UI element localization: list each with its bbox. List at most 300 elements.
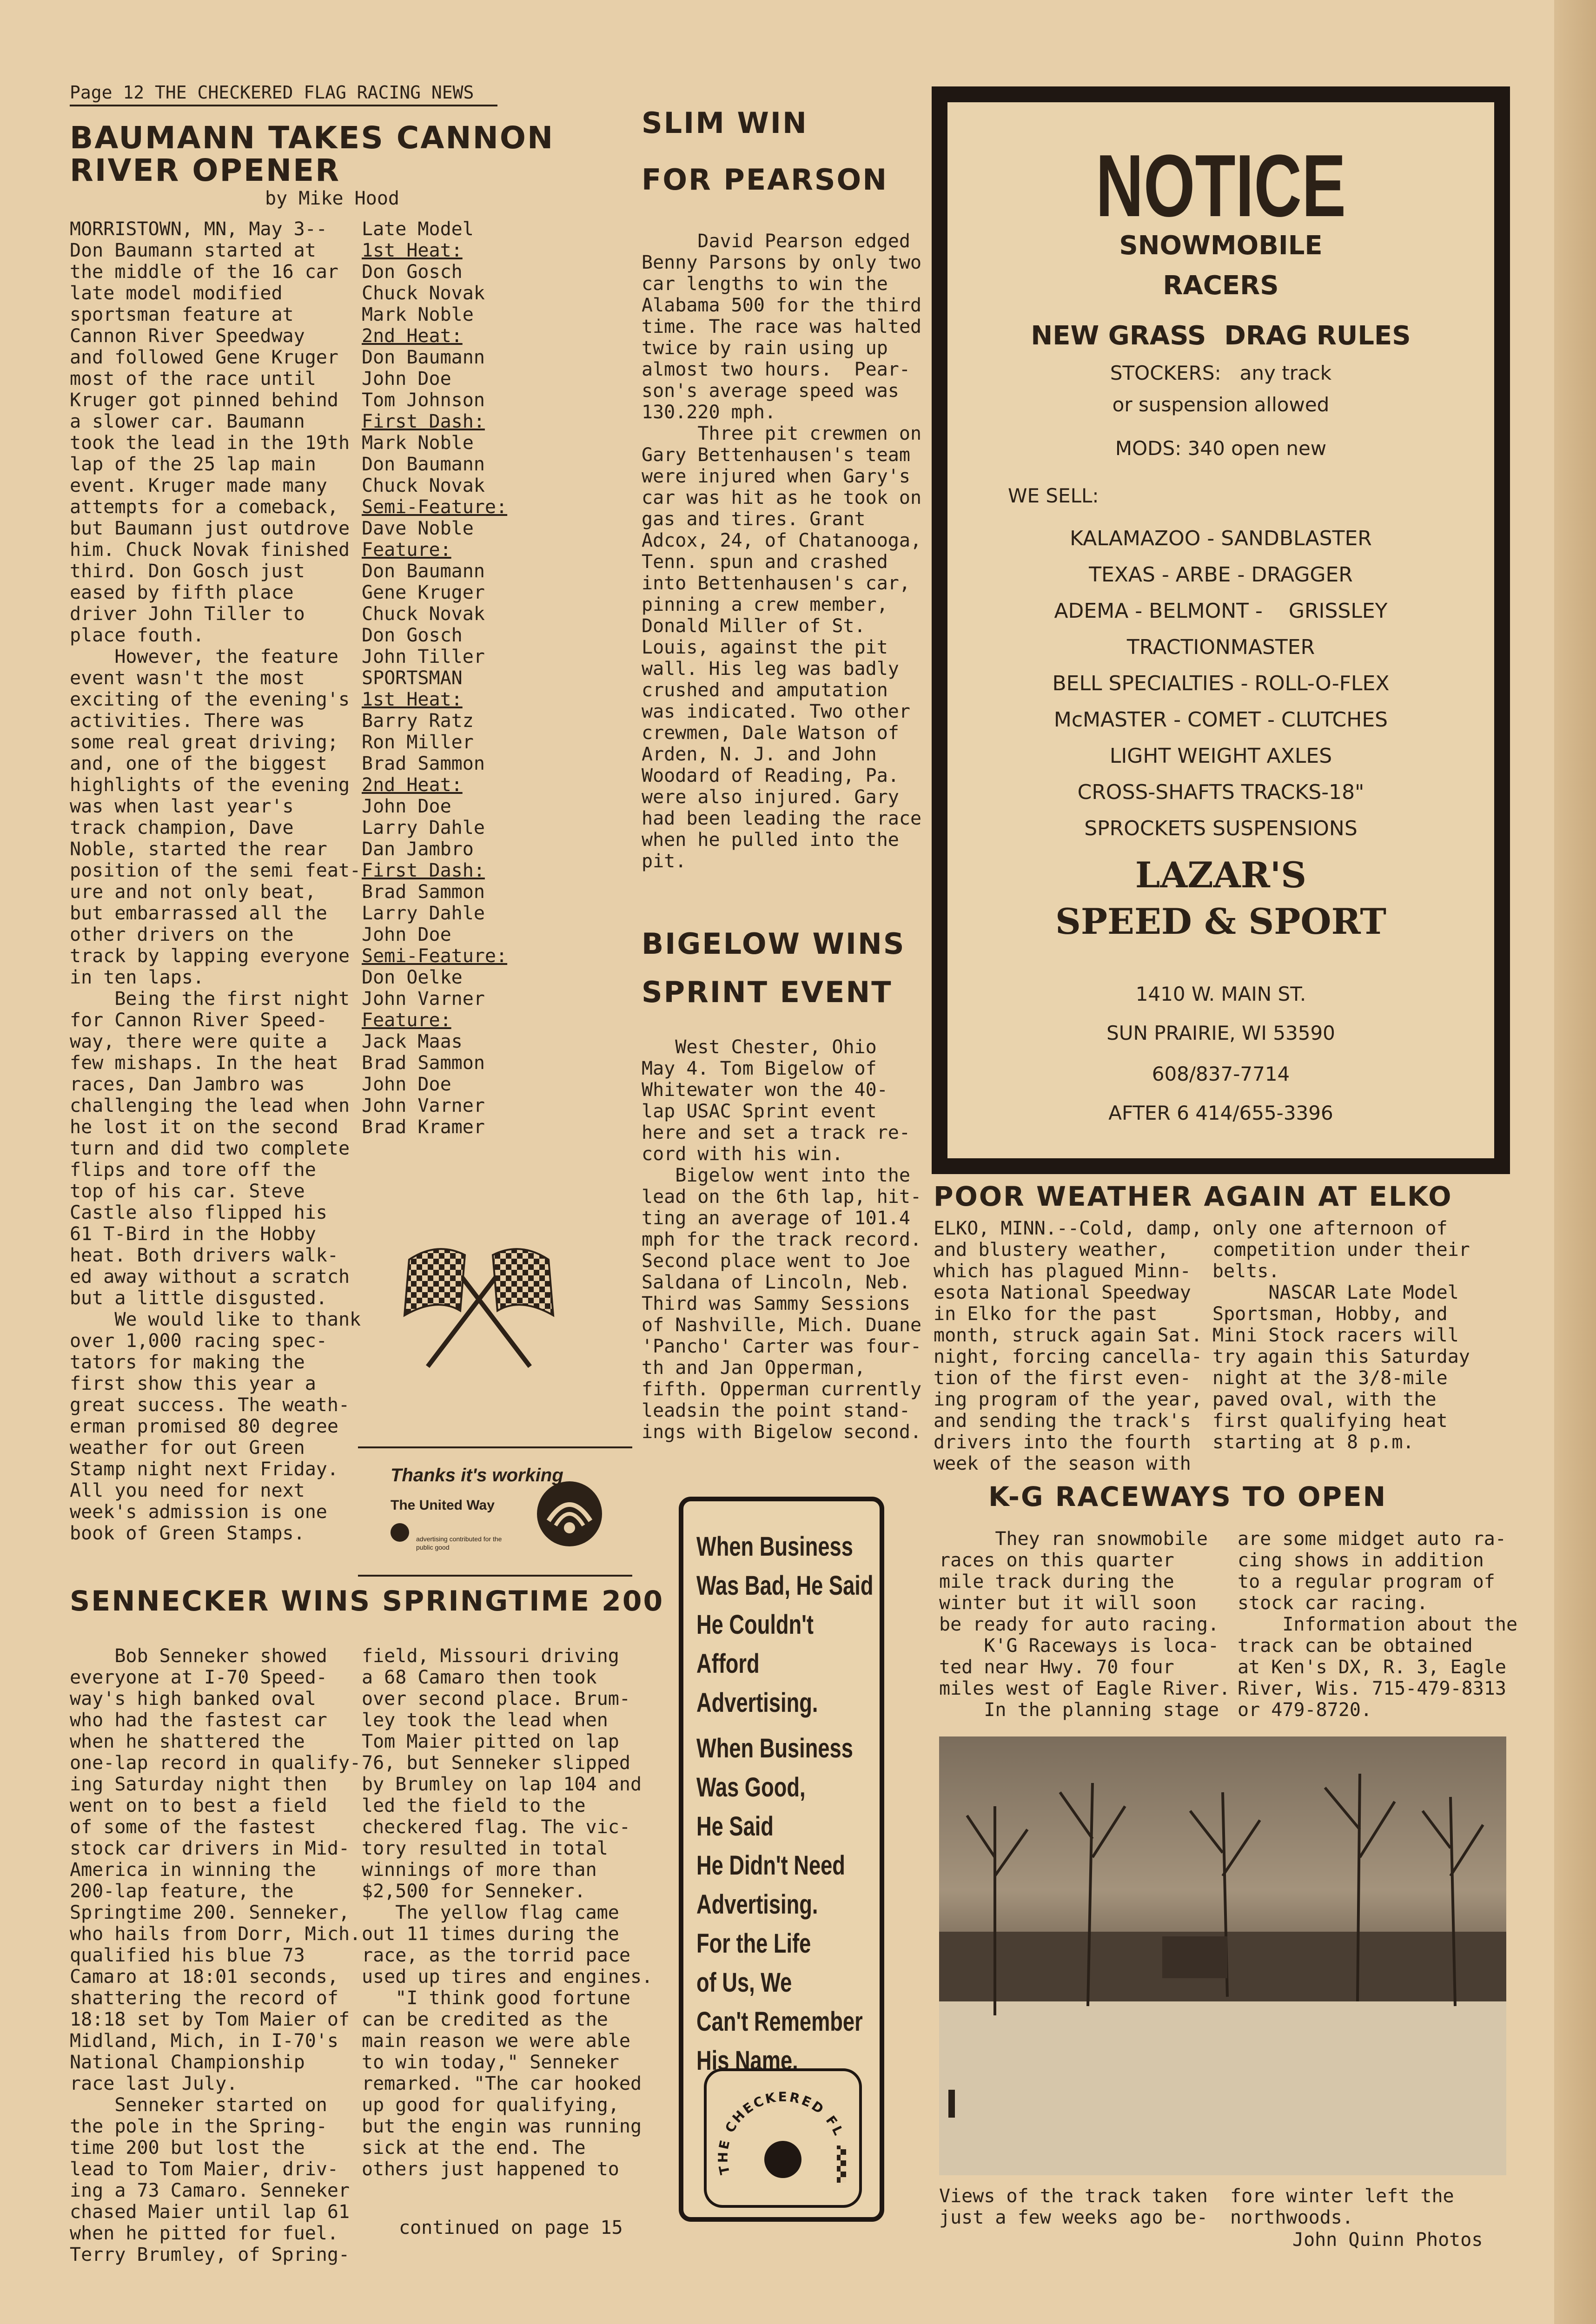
notice-item: BELL SPECIALTIES - ROLL-O-FLEX bbox=[1052, 672, 1390, 695]
senneker-line: led the field to the bbox=[362, 1795, 586, 1816]
result-line: Dave Noble bbox=[362, 518, 474, 539]
result-line: First Dash: bbox=[362, 411, 485, 432]
baumann-body-line: Cannon River Speedway bbox=[70, 325, 305, 347]
baumann-body-line: top of his car. Steve bbox=[70, 1181, 305, 1202]
kg-line: at Ken's DX, R. 3, Eagle bbox=[1238, 1657, 1506, 1678]
baumann-body-line: for Cannon River Speed- bbox=[70, 1010, 327, 1031]
result-line: Semi-Feature: bbox=[362, 945, 508, 967]
ad-paragraph-1 bbox=[696, 1527, 923, 1723]
pearson-body-line: Three pit crewmen on bbox=[642, 423, 922, 444]
bigelow-body-line: leadsin the point stand- bbox=[642, 1400, 910, 1421]
senneker-line: Bob Senneker showed bbox=[70, 1645, 327, 1667]
baumann-headline bbox=[70, 122, 554, 187]
caption-line: fore winter left the bbox=[1230, 2185, 1454, 2207]
baumann-body-line: attempts for a comeback, bbox=[70, 496, 338, 518]
senneker-line: a 68 Camaro then took bbox=[362, 1667, 597, 1688]
senneker-line: up good for qualifying, bbox=[362, 2094, 619, 2116]
result-line: Chuck Novak bbox=[362, 603, 485, 625]
baumann-body-line: event. Kruger made many bbox=[70, 475, 327, 496]
baumann-body-line: activities. There was bbox=[70, 710, 305, 732]
elko-line: belts. bbox=[1212, 1261, 1280, 1282]
elko-line: Sportsman, Hobby, and bbox=[1212, 1303, 1448, 1325]
result-line: Don Baumann bbox=[362, 454, 485, 475]
result-line: Brad Sammon bbox=[362, 881, 485, 903]
notice-address: 1410 W. MAIN ST. bbox=[1135, 983, 1306, 1005]
baumann-body-line: flips and tore off the bbox=[70, 1159, 316, 1181]
bigelow-body-line: 'Pancho' Carter was four- bbox=[642, 1336, 922, 1357]
senneker-line: Midland, Mich, in I-70's bbox=[70, 2030, 338, 2052]
baumann-body-line: track champion, Dave bbox=[70, 817, 294, 838]
ad-line: He Said bbox=[696, 1811, 774, 1842]
notice-title: NOTICE bbox=[1095, 137, 1346, 235]
result-line: 2nd Heat: bbox=[362, 325, 463, 347]
pearson-body-line: crewmen, Dale Watson of bbox=[642, 722, 899, 744]
pearson-body-line: almost two hours. Pear- bbox=[642, 359, 910, 380]
senneker-line: ing Saturday night then bbox=[70, 1774, 327, 1795]
notice-after-hours: AFTER 6 414/655-3396 bbox=[1108, 1102, 1333, 1124]
kg-line: are some midget auto ra- bbox=[1238, 1528, 1506, 1550]
ad-line: Can't Remember bbox=[696, 2007, 863, 2037]
baumann-body-line: some real great driving; bbox=[70, 732, 338, 753]
senneker-line: qualified his blue 73 bbox=[70, 1945, 305, 1966]
baumann-body-line: Stamp night next Friday. bbox=[70, 1459, 338, 1480]
senneker-line: Camaro at 18:01 seconds, bbox=[70, 1966, 338, 1987]
baumann-body-line: heat. Both drivers walk- bbox=[70, 1245, 338, 1266]
kg-line: K'G Raceways is loca- bbox=[939, 1635, 1219, 1657]
result-line: John Doe bbox=[362, 796, 451, 817]
senneker-line: race last July. bbox=[70, 2073, 238, 2094]
baumann-body-line: eased by fifth place bbox=[70, 582, 294, 603]
senneker-line: The yellow flag came bbox=[362, 1902, 619, 1923]
pearson-body-line: pinning a crew member, bbox=[642, 594, 888, 615]
senneker-line: "I think good fortune bbox=[362, 1987, 630, 2009]
bigelow-body-line: Third was Sammy Sessions bbox=[642, 1293, 910, 1314]
baumann-body-line: weather for out Green bbox=[70, 1437, 305, 1459]
united-way-slogan: Thanks it's working bbox=[391, 1465, 563, 1486]
caption-line: northwoods. bbox=[1230, 2207, 1353, 2228]
result-line: 2nd Heat: bbox=[362, 774, 463, 796]
senneker-line: one-lap record in qualify- bbox=[70, 1752, 361, 1774]
result-line: Don Gosch bbox=[362, 625, 463, 646]
kg-line: races on this quarter bbox=[939, 1550, 1174, 1571]
pearson-body bbox=[642, 231, 921, 872]
result-line: Mark Noble bbox=[362, 304, 474, 325]
bigelow-body-line: lead on the 6th lap, hit- bbox=[642, 1186, 922, 1208]
senneker-line: race, as the torrid pace bbox=[362, 1945, 630, 1966]
advertising-ad bbox=[679, 1497, 884, 2222]
baumann-body bbox=[70, 218, 361, 1544]
pearson-body-line: pit. bbox=[642, 851, 687, 872]
pearson-body-line: Arden, N. J. and John bbox=[642, 744, 877, 765]
caption-line: just a few weeks ago be- bbox=[939, 2207, 1208, 2228]
kg-line: or 479-8720. bbox=[1238, 1699, 1372, 1721]
kg-line: winter but it will soon bbox=[939, 1592, 1197, 1614]
kg-line: ted near Hwy. 70 four bbox=[939, 1657, 1174, 1678]
baumann-body-line: Castle also flipped his bbox=[70, 1202, 327, 1223]
kg-line: In the planning stage bbox=[939, 1699, 1219, 1721]
notice-suspension: or suspension allowed bbox=[1112, 393, 1330, 416]
elko-line: night, forcing cancella- bbox=[934, 1346, 1202, 1367]
senneker-line: lead to Tom Maier, driv- bbox=[70, 2159, 338, 2180]
baumann-body-line: book of Green Stamps. bbox=[70, 1523, 305, 1544]
result-line: Mark Noble bbox=[362, 432, 474, 454]
notice-items bbox=[947, 521, 1494, 847]
elko-right-column bbox=[1212, 1218, 1491, 1453]
notice-item: LIGHT WEIGHT AXLES bbox=[1109, 744, 1332, 768]
result-line: Don Baumann bbox=[362, 561, 485, 582]
pearson-body-line: Louis, against the pit bbox=[642, 637, 888, 658]
baumann-body-line: track by lapping everyone bbox=[70, 945, 350, 967]
elko-line: first qualifying heat bbox=[1212, 1410, 1448, 1432]
kg-left-column bbox=[939, 1528, 1231, 1721]
baumann-body-line: lap of the 25 lap main bbox=[70, 454, 316, 475]
result-line: Tom Johnson bbox=[362, 390, 485, 411]
elko-line: NASCAR Late Model bbox=[1212, 1282, 1459, 1303]
bigelow-body-line: Saldana of Lincoln, Neb. bbox=[642, 1272, 910, 1293]
baumann-body-line: but a little disgusted. bbox=[70, 1287, 327, 1309]
ad-line: For the Life bbox=[696, 1928, 811, 1959]
senneker-line: everyone at I-70 Speed- bbox=[70, 1667, 327, 1688]
bigelow-body-line: Second place went to Joe bbox=[642, 1250, 910, 1272]
bigelow-body-line: mph for the track record. bbox=[642, 1229, 922, 1250]
baumann-body-line: driver John Tiller to bbox=[70, 603, 305, 625]
elko-line: drivers into the fourth bbox=[934, 1432, 1191, 1453]
pearson-headline-line-2: FOR PEARSON bbox=[642, 163, 888, 197]
baumann-body-line: All you need for next bbox=[70, 1480, 305, 1501]
ad-line: Advertising. bbox=[696, 1889, 818, 1920]
senneker-line: 76, but Senneker slipped bbox=[362, 1752, 630, 1774]
baumann-body-line: took the lead in the 19th bbox=[70, 432, 350, 454]
result-line: Brad Sammon bbox=[362, 753, 485, 774]
pearson-body-line: time. The race was halted bbox=[642, 316, 922, 337]
pearson-body-line: David Pearson edged bbox=[642, 231, 910, 252]
bigelow-body-line: ting an average of 101.4 bbox=[642, 1208, 910, 1229]
baumann-body-line: tators for making the bbox=[70, 1352, 305, 1373]
notice-rules: NEW GRASS DRAG RULES bbox=[1031, 321, 1411, 351]
baumann-headline-line-2: RIVER OPENER bbox=[70, 152, 341, 188]
header-rule bbox=[70, 105, 497, 106]
pearson-body-line: crushed and amputation bbox=[642, 680, 888, 701]
pearson-body-line: Benny Parsons by only two bbox=[642, 252, 922, 273]
ad-line: Was Good, bbox=[696, 1772, 806, 1802]
baumann-body-line: most of the race until bbox=[70, 368, 316, 390]
baumann-body-line: was when last year's bbox=[70, 796, 294, 817]
page-header-text: Page 12 THE CHECKERED FLAG RACING NEWS bbox=[70, 82, 474, 103]
kg-line: miles west of Eagle River. bbox=[939, 1678, 1231, 1699]
baumann-body-line: over 1,000 racing spec- bbox=[70, 1330, 327, 1352]
senneker-line: to win today," Senneker bbox=[362, 2052, 619, 2073]
baumann-body-line: Being the first night bbox=[70, 988, 350, 1010]
result-line: 1st Heat: bbox=[362, 240, 463, 261]
senneker-line: ing a 73 Camaro. Senneker bbox=[70, 2180, 350, 2201]
baumann-body-line: Noble, started the rear bbox=[70, 838, 327, 860]
senneker-line: America in winning the bbox=[70, 1859, 316, 1881]
result-line: 1st Heat: bbox=[362, 689, 463, 710]
elko-line: starting at 8 p.m. bbox=[1212, 1432, 1414, 1453]
senneker-line: who hails from Dorr, Mich. bbox=[70, 1923, 361, 1945]
baumann-body-line: way, there were quite a bbox=[70, 1031, 327, 1052]
result-line: Don Gosch bbox=[362, 261, 463, 283]
baumann-body-line: 61 T-Bird in the Hobby bbox=[70, 1223, 316, 1245]
kg-right-column bbox=[1238, 1528, 1518, 1721]
senneker-line: out 11 times during the bbox=[362, 1923, 619, 1945]
bigelow-headline-line-1: BIGELOW WINS bbox=[642, 927, 906, 961]
photo-caption-left bbox=[939, 2185, 1218, 2228]
notice-phone: 608/837-7714 bbox=[1152, 1063, 1290, 1085]
photo-caption-right bbox=[1230, 2185, 1509, 2228]
baumann-body-line: sportsman feature at bbox=[70, 304, 294, 325]
bigelow-body-line: Whitewater won the 40- bbox=[642, 1079, 888, 1101]
notice-subtitle-2: RACERS bbox=[1163, 271, 1279, 301]
senneker-line: chased Maier until lap 61 bbox=[70, 2201, 350, 2223]
senneker-line: by Brumley on lap 104 and bbox=[362, 1774, 642, 1795]
paper-edge bbox=[1554, 0, 1596, 2324]
result-line: John Doe bbox=[362, 1074, 451, 1095]
united-way-name: The United Way bbox=[391, 1498, 495, 1513]
senneker-line: stock car drivers in Mid- bbox=[70, 1838, 350, 1859]
result-line: Don Oelke bbox=[362, 967, 463, 988]
kg-line: be ready for auto racing. bbox=[939, 1614, 1219, 1635]
notice-store-name-2: SPEED & SPORT bbox=[1055, 901, 1386, 942]
notice-we-sell: WE SELL: bbox=[1008, 484, 1099, 507]
ad-line: Advertising. bbox=[696, 1688, 818, 1718]
result-line: Chuck Novak bbox=[362, 475, 485, 496]
senneker-line: remarked. "The car hooked bbox=[362, 2073, 642, 2094]
baumann-body-line: he lost it on the second bbox=[70, 1116, 338, 1138]
notice-item: TRACTIONMASTER bbox=[1126, 635, 1315, 659]
baumann-body-line: highlights of the evening bbox=[70, 774, 350, 796]
senneker-line: of some of the fastest bbox=[70, 1816, 316, 1838]
raceway-photo bbox=[939, 1736, 1506, 2175]
pearson-body-line: son's average speed was bbox=[642, 380, 899, 402]
elko-line: competition under their bbox=[1212, 1239, 1470, 1261]
baumann-body-line: erman promised 80 degree bbox=[70, 1416, 338, 1437]
baumann-body-line: Kruger got pinned behind bbox=[70, 390, 338, 411]
ad-council-icon bbox=[391, 1523, 409, 1542]
baumann-body-line: first show this year a bbox=[70, 1373, 316, 1394]
elko-line: in Elko for the past bbox=[934, 1303, 1158, 1325]
result-line: Larry Dahle bbox=[362, 817, 485, 838]
pearson-body-line: were also injured. Gary bbox=[642, 786, 899, 808]
elko-line: which has plagued Minn- bbox=[934, 1261, 1191, 1282]
page-header bbox=[70, 82, 474, 103]
notice-item: TEXAS - ARBE - DRAGGER bbox=[1089, 563, 1353, 587]
bigelow-body-line: of Nashville, Mich. Duane bbox=[642, 1314, 922, 1336]
bigelow-body-line: ings with Bigelow second. bbox=[642, 1421, 922, 1443]
baumann-body-line: him. Chuck Novak finished bbox=[70, 539, 350, 561]
result-line: SPORTSMAN bbox=[362, 667, 463, 689]
bigelow-body-line: lap USAC Sprint event bbox=[642, 1101, 877, 1122]
elko-headline: POOR WEATHER AGAIN AT ELKO bbox=[934, 1181, 1453, 1212]
senneker-line: $2,500 for Senneker. bbox=[362, 1881, 586, 1902]
ad-line: He Didn't Need bbox=[696, 1850, 845, 1881]
baumann-body-line: turn and did two complete bbox=[70, 1138, 350, 1159]
baumann-body-line: races, Dan Jambro was bbox=[70, 1074, 305, 1095]
bigelow-body-line: West Chester, Ohio bbox=[642, 1037, 877, 1058]
notice-ad bbox=[932, 86, 1510, 1174]
baumann-body-line: exciting of the evening's bbox=[70, 689, 350, 710]
kg-line: to a regular program of bbox=[1238, 1571, 1495, 1592]
notice-item: ADEMA - BELMONT - GRISSLEY bbox=[1054, 599, 1388, 623]
baumann-headline-line-1: BAUMANN TAKES CANNON bbox=[70, 120, 555, 156]
senneker-line: can be credited as the bbox=[362, 2009, 608, 2030]
elko-line: ELKO, MINN.--Cold, damp, bbox=[934, 1218, 1202, 1239]
elko-line: night at the 3/8-mile bbox=[1212, 1367, 1448, 1389]
senneker-line: field, Missouri driving bbox=[362, 1645, 619, 1667]
senneker-line: 200-lap feature, the bbox=[70, 1881, 294, 1902]
elko-line: and sending the track's bbox=[934, 1410, 1191, 1432]
senneker-line: time 200 but lost the bbox=[70, 2137, 305, 2159]
notice-item: McMASTER - COMET - CLUTCHES bbox=[1053, 708, 1388, 732]
baumann-body-line: great success. The weath- bbox=[70, 1394, 350, 1416]
elko-line: Mini Stock racers will bbox=[1212, 1325, 1459, 1346]
senneker-line: 18:18 set by Tom Maier of bbox=[70, 2009, 350, 2030]
result-line: Chuck Novak bbox=[362, 283, 485, 304]
pearson-body-line: when he pulled into the bbox=[642, 829, 899, 851]
notice-stockers: STOCKERS: any track bbox=[1110, 362, 1332, 384]
pearson-body-line: were injured when Gary's bbox=[642, 466, 910, 487]
united-way-logo-icon bbox=[535, 1479, 604, 1549]
senneker-continued: continued on page 15 bbox=[399, 2217, 623, 2238]
baumann-body-line: other drivers on the bbox=[70, 924, 294, 945]
baumann-byline: by Mike Hood bbox=[265, 188, 399, 209]
pearson-body-line: was indicated. Two other bbox=[642, 701, 910, 722]
notice-item: CROSS-SHAFTS TRACKS-18" bbox=[1077, 780, 1364, 804]
senneker-line: Terry Brumley, of Spring- bbox=[70, 2244, 350, 2265]
pearson-body-line: had been leading the race bbox=[642, 808, 922, 829]
baumann-body-line: but embarrassed all the bbox=[70, 903, 327, 924]
pearson-body-line: twice by rain using up bbox=[642, 337, 888, 359]
result-line: Brad Kramer bbox=[362, 1116, 485, 1138]
baumann-body-line: few mishaps. In the heat bbox=[70, 1052, 338, 1074]
elko-line: try again this Saturday bbox=[1212, 1346, 1470, 1367]
pearson-body-line: 130.220 mph. bbox=[642, 402, 776, 423]
senneker-line: Senneker started on bbox=[70, 2094, 327, 2116]
pearson-body-line: into Bettenhausen's car, bbox=[642, 573, 910, 594]
senneker-line: others just happened to bbox=[362, 2159, 619, 2180]
senneker-line: went on to best a field bbox=[70, 1795, 327, 1816]
kg-line: mile track during the bbox=[939, 1571, 1174, 1592]
ad-line: He Couldn't bbox=[696, 1610, 814, 1640]
senneker-left-column bbox=[70, 1645, 361, 2265]
elko-line: week of the season with bbox=[934, 1453, 1191, 1474]
baumann-body-line: and, one of the biggest bbox=[70, 753, 327, 774]
baumann-body-line: challenging the lead when bbox=[70, 1095, 350, 1116]
result-line: John Tiller bbox=[362, 646, 485, 667]
caption-line: Views of the track taken bbox=[939, 2185, 1208, 2207]
senneker-line: but the engin was running bbox=[362, 2116, 642, 2137]
pearson-body-line: Gary Bettenhausen's team bbox=[642, 444, 910, 466]
senneker-right-column bbox=[362, 1645, 659, 2180]
elko-line: paved oval, with the bbox=[1212, 1389, 1437, 1410]
senneker-line: when he pitted for fuel. bbox=[70, 2223, 338, 2244]
baumann-body-line: week's admission is one bbox=[70, 1501, 327, 1523]
baumann-body-line: ure and not only beat, bbox=[70, 881, 316, 903]
baumann-body-line: and followed Gene Kruger bbox=[70, 347, 338, 368]
senneker-line: winnings of more than bbox=[362, 1859, 597, 1881]
pearson-body-line: wall. His leg was badly bbox=[642, 658, 899, 680]
ad-paragraph-2 bbox=[696, 1729, 910, 2080]
kg-line: Information about the bbox=[1238, 1614, 1518, 1635]
bigelow-body-line: here and set a track re- bbox=[642, 1122, 910, 1143]
kg-line: They ran snowmobile bbox=[939, 1528, 1208, 1550]
senneker-line: over second place. Brum- bbox=[362, 1688, 630, 1710]
senneker-line: main reason we were able bbox=[362, 2030, 630, 2052]
united-way-ad bbox=[358, 1446, 632, 1577]
baumann-body-line: a slower car. Baumann bbox=[70, 411, 305, 432]
ad-line: Afford bbox=[696, 1649, 760, 1679]
baumann-body-line: late model modified bbox=[70, 283, 283, 304]
notice-city: SUN PRAIRIE, WI 53590 bbox=[1106, 1022, 1335, 1044]
baumann-body-line: third. Don Gosch just bbox=[70, 561, 305, 582]
ad-line: When Business bbox=[696, 1532, 853, 1562]
elko-line: ing program of the year, bbox=[934, 1389, 1202, 1410]
raceway-photo-trees bbox=[939, 1736, 1506, 2175]
result-line: Jack Maas bbox=[362, 1031, 463, 1052]
united-way-fine-print: advertising contributed for the public good bbox=[416, 1535, 502, 1551]
result-line: Late Model bbox=[362, 218, 474, 240]
elko-left-column bbox=[934, 1218, 1208, 1474]
baumann-body-line: ed away without a scratch bbox=[70, 1266, 350, 1287]
senneker-line: who had the fastest car bbox=[70, 1710, 327, 1731]
senneker-line: National Championship bbox=[70, 2052, 305, 2073]
bigelow-body-line: th and Jan Opperman, bbox=[642, 1357, 866, 1379]
result-line: Feature: bbox=[362, 1010, 451, 1031]
result-line: Larry Dahle bbox=[362, 903, 485, 924]
baumann-body-line: Don Baumann started at bbox=[70, 240, 316, 261]
elko-line: esota National Speedway bbox=[934, 1282, 1191, 1303]
bigelow-body-line: fifth. Opperman currently bbox=[642, 1379, 922, 1400]
elko-line: month, struck again Sat. bbox=[934, 1325, 1202, 1346]
pearson-body-line: car was hit as he took on bbox=[642, 487, 922, 508]
kg-line: track can be obtained bbox=[1238, 1635, 1473, 1657]
notice-item: KALAMAZOO - SANDBLASTER bbox=[1070, 527, 1372, 550]
elko-line: only one afternoon of bbox=[1212, 1218, 1448, 1239]
notice-mods: MODS: 340 open new bbox=[1115, 437, 1327, 460]
result-line: First Dash: bbox=[362, 860, 485, 881]
result-line: Semi-Feature: bbox=[362, 496, 508, 518]
senneker-line: Tom Maier pitted on lap bbox=[362, 1731, 619, 1752]
senneker-line: shattering the record of bbox=[70, 1987, 338, 2009]
bigelow-body-line: Bigelow went into the bbox=[642, 1165, 910, 1186]
senneker-line: used up tires and engines. bbox=[362, 1966, 653, 1987]
kg-headline: K-G RACEWAYS TO OPEN bbox=[988, 1481, 1387, 1512]
kg-line: cing shows in addition bbox=[1238, 1550, 1484, 1571]
bigelow-body-line: cord with his win. bbox=[642, 1143, 843, 1165]
senneker-line: sick at the end. The bbox=[362, 2137, 586, 2159]
result-line: Feature: bbox=[362, 539, 451, 561]
pearson-body-line: gas and tires. Grant bbox=[642, 508, 866, 530]
ad-line: His Name. bbox=[696, 2046, 798, 2076]
baumann-body-line: We would like to thank bbox=[70, 1309, 361, 1330]
kg-line: River, Wis. 715-479-8313 bbox=[1238, 1678, 1506, 1699]
baumann-body-line: MORRISTOWN, MN, May 3-- bbox=[70, 218, 327, 240]
pearson-body-line: Donald Miller of St. bbox=[642, 615, 866, 637]
checkered-flag-logo-text: THE CHECKERED FL bbox=[715, 2089, 847, 2176]
baumann-body-line: position of the semi feat- bbox=[70, 860, 361, 881]
checkered-flags-icon bbox=[400, 1236, 558, 1376]
pearson-body-line: car lengths to win the bbox=[642, 273, 888, 295]
senneker-line: ley took the lead when bbox=[362, 1710, 608, 1731]
result-line: Gene Kruger bbox=[362, 582, 485, 603]
senneker-line: when he shattered the bbox=[70, 1731, 305, 1752]
kg-line: stock car racing. bbox=[1238, 1592, 1428, 1614]
ad-line: of Us, We bbox=[696, 1967, 792, 1998]
pearson-headline-line-1: SLIM WIN bbox=[642, 106, 808, 140]
united-way-bottom-rule bbox=[358, 1575, 632, 1577]
result-line: John Varner bbox=[362, 988, 485, 1010]
pearson-body-line: Alabama 500 for the third bbox=[642, 295, 922, 316]
